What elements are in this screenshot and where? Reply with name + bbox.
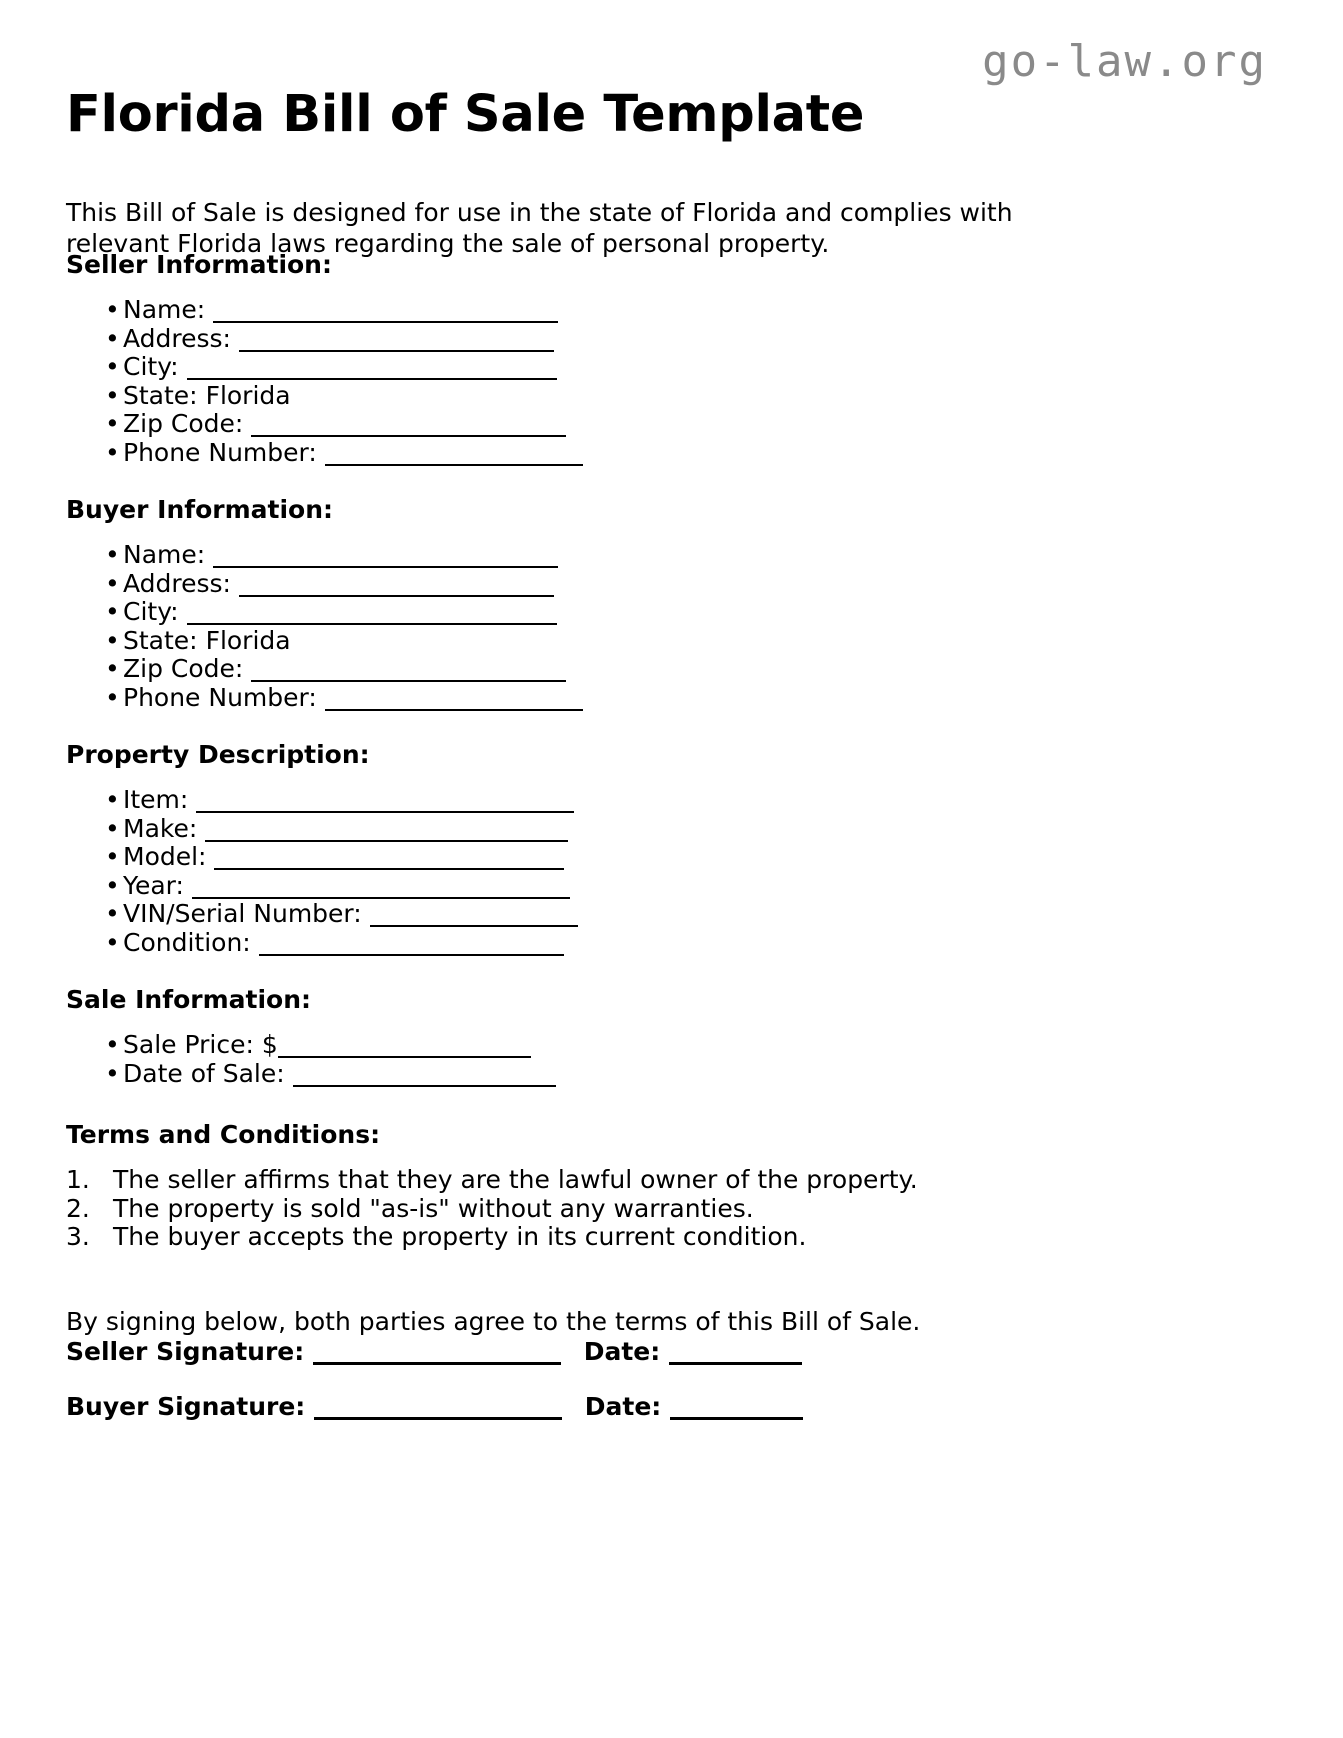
field-label: Sale Price: $ [123,1030,278,1059]
fill-in-blank[interactable] [251,418,566,437]
bullet-icon: • [105,842,120,871]
field-label: VIN/Serial Number: [123,899,362,928]
field-seller-name [66,296,1166,325]
fill-in-blank[interactable] [251,663,566,682]
sale-information-heading: Sale Information: [66,985,311,1014]
field-date-of-sale [66,1060,1166,1089]
field-label: Make: [123,813,198,843]
bullet-icon: • [105,380,120,410]
buyer-information-heading: Buyer Information: [66,495,334,524]
bullet-icon: • [105,813,120,843]
bullet-icon: • [105,352,120,381]
fill-in-blank[interactable] [187,361,557,380]
bullet-icon: • [105,899,120,928]
buyer-field-list [66,541,1166,712]
intro-paragraph: This Bill of Sale is designed for use in the state of Florida and complies with relevant Florida laws regarding the sale of personal property. [66,198,1013,258]
bullet-icon: • [105,785,120,814]
terms-text: The property is sold "as-is" without any warranties. [113,1193,754,1223]
field-property-model [66,843,1166,872]
bullet-icon: • [105,540,120,569]
section-sale-information [66,985,1166,1088]
field-property-item [66,786,1166,815]
field-label: Address: [123,323,231,353]
seller-signature-blank[interactable] [313,1344,561,1365]
field-property-year [66,872,1166,901]
bullet-icon: • [105,654,120,683]
seller-information-heading: Seller Information: [66,250,332,279]
list-number: 3. [66,1222,90,1251]
bullet-icon: • [105,568,120,598]
field-property-vin [66,900,1166,929]
field-buyer-name [66,541,1166,570]
terms-list-item [66,1223,1166,1252]
field-label: Year: [123,870,184,900]
bullet-icon: • [105,323,120,353]
field-label: Name: [123,540,206,569]
seller-signature-label: Seller Signature: [66,1337,305,1366]
bullet-icon: • [105,927,120,957]
fill-in-blank[interactable] [293,1068,556,1087]
buyer-signature-label: Buyer Signature: [66,1392,306,1421]
seller-signature-row [66,1337,802,1367]
field-value: Florida [205,380,291,410]
bullet-icon: • [105,295,120,324]
field-seller-zip [66,410,1166,439]
closing-statement: By signing below, both parties agree to the terms of this Bill of Sale. [66,1307,921,1336]
section-terms-and-conditions [66,1120,1166,1252]
field-buyer-city [66,598,1166,627]
seller-field-list [66,296,1166,467]
field-seller-address [66,325,1166,354]
field-label: Zip Code: [123,409,244,438]
field-buyer-zip [66,655,1166,684]
field-label: Item: [123,785,189,814]
fill-in-blank[interactable] [325,447,583,466]
field-seller-phone [66,439,1166,468]
fill-in-blank[interactable] [239,333,554,352]
bullet-icon: • [105,870,120,900]
field-label: Condition: [123,927,251,957]
terms-text: The seller affirms that they are the lawful owner of the property. [113,1165,918,1194]
terms-list-item [66,1195,1166,1224]
fill-in-blank[interactable] [213,304,558,323]
field-label: State: [123,380,198,410]
field-buyer-address [66,570,1166,599]
fill-in-blank[interactable] [214,851,564,870]
fill-in-blank[interactable] [192,880,570,899]
section-seller-information [66,250,1166,467]
seller-date-blank[interactable] [669,1344,802,1365]
property-field-list [66,786,1166,957]
field-buyer-phone [66,684,1166,713]
field-label: State: [123,625,198,655]
bullet-icon: • [105,409,120,438]
field-property-make [66,815,1166,844]
buyer-date-blank[interactable] [670,1399,803,1420]
terms-list [66,1166,1166,1252]
field-seller-state [66,382,1166,411]
field-buyer-state [66,627,1166,656]
field-label: Date of Sale: [123,1058,285,1088]
field-label: Zip Code: [123,654,244,683]
seller-date-label: Date: [583,1337,661,1366]
fill-in-blank[interactable] [196,794,574,813]
section-property-description [66,740,1166,957]
terms-list-item [66,1166,1166,1195]
bullet-icon: • [105,597,120,626]
buyer-signature-blank[interactable] [314,1399,562,1420]
fill-in-blank[interactable] [205,823,568,842]
sale-field-list [66,1031,1166,1088]
bullet-icon: • [105,437,120,467]
bullet-icon: • [105,1030,120,1059]
bullet-icon: • [105,1058,120,1088]
fill-in-blank[interactable] [187,606,557,625]
field-label: Model: [123,842,207,871]
list-number: 2. [66,1193,90,1223]
section-buyer-information [66,495,1166,712]
field-property-condition [66,929,1166,958]
field-seller-city [66,353,1166,382]
fill-in-blank[interactable] [213,549,558,568]
field-label: Phone Number: [123,682,317,712]
fill-in-blank[interactable] [370,908,578,927]
field-label: City: [123,352,179,381]
site-watermark: go-law.org [982,36,1267,87]
fill-in-blank[interactable] [259,937,564,956]
property-description-heading: Property Description: [66,740,370,769]
bullet-icon: • [105,682,120,712]
field-value: Florida [205,625,291,655]
fill-in-blank[interactable] [239,578,554,597]
field-label: City: [123,597,179,626]
field-label: Phone Number: [123,437,317,467]
terms-and-conditions-heading: Terms and Conditions: [66,1120,381,1149]
field-label: Name: [123,295,206,324]
fill-in-blank[interactable] [325,692,583,711]
bullet-icon: • [105,625,120,655]
terms-text: The buyer accepts the property in its current condition. [113,1222,807,1251]
page-title: Florida Bill of Sale Template [66,85,865,144]
buyer-signature-row [66,1392,803,1422]
list-number: 1. [66,1165,90,1194]
fill-in-blank[interactable] [278,1039,531,1058]
field-sale-price [66,1031,1166,1060]
field-label: Address: [123,568,231,598]
buyer-date-label: Date: [584,1392,662,1421]
